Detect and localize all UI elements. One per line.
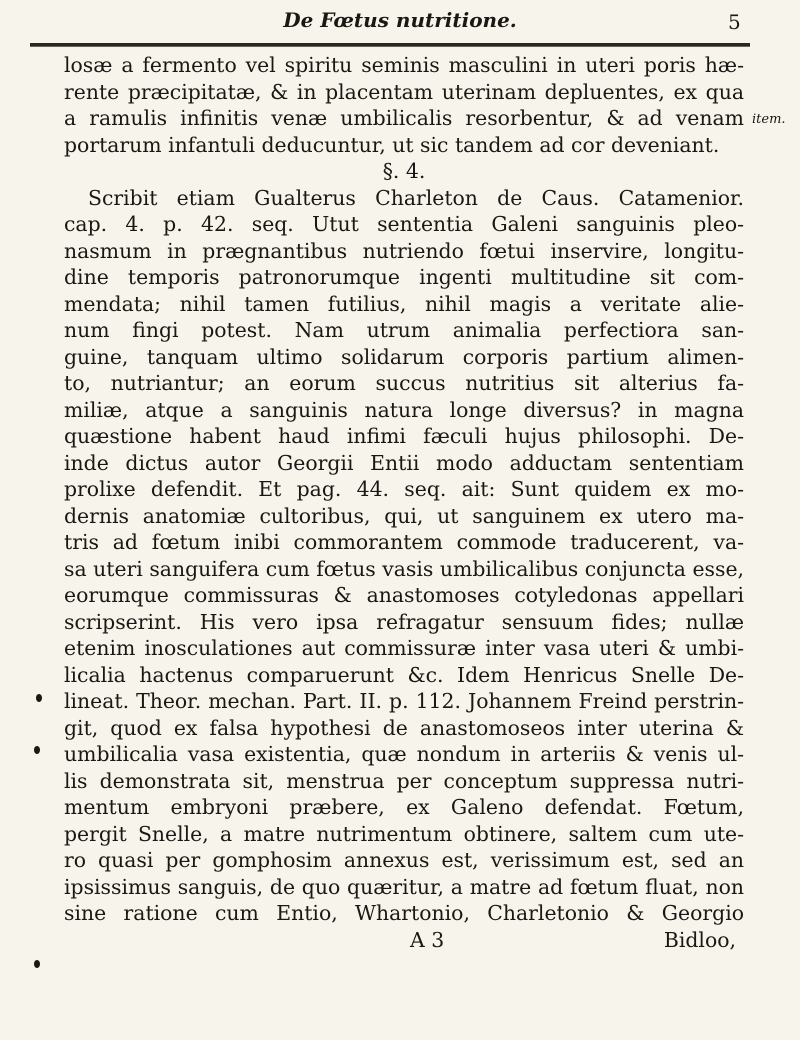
binding-dot — [34, 746, 40, 754]
text-line: losæ a fermento vel spiritu seminis masculini in uteri poris hæ- — [64, 53, 744, 77]
header-rule — [30, 43, 750, 47]
text-line: inde dictus autor Georgii Entii modo adductam sententiam — [64, 450, 744, 475]
text-line: ro quasi per gomphosim annexus est, verissimum est, sed an — [64, 848, 744, 872]
text-line: ipsissimus sanguis, de quo quæritur, a matre ad fœtum fluat, non — [64, 874, 744, 899]
text-line: eorumque commissuras & anastomoses cotyledonas appellari — [64, 583, 744, 607]
signature-mark: A 3 — [410, 927, 445, 952]
running-title: De Fœtus nutritione. — [283, 8, 517, 32]
text-line: miliæ, atque a sanguinis natura longe diversus? in magna — [64, 397, 744, 422]
catchword: Bidloo, — [663, 927, 736, 952]
text-line: num fingi potest. Nam utrum animalia perfectiora san- — [64, 318, 744, 342]
binding-dot — [36, 694, 42, 702]
text-line: etenim inosculationes aut commissuræ inter vasa uteri & umbi- — [64, 636, 744, 660]
text-line: prolixe defendit. Et pag. 44. seq. ait: Sunt quidem ex mo- — [64, 477, 744, 501]
page-footer — [64, 927, 744, 954]
text-line: dernis anatomiæ cultoribus, qui, ut sanguinem ex utero ma- — [64, 503, 744, 528]
text-line: lineat. Theor. mechan. Part. II. p. 112. Johannem Freind perstrin- — [64, 689, 744, 713]
text-line: guine, tanquam ultimo solidarum corporis partium alimen- — [64, 344, 744, 369]
page-number: 5 — [728, 10, 741, 34]
text-line: cap. 4. p. 42. seq. Utut sententia Galeni sanguinis pleo- — [64, 212, 744, 236]
text-line: mentum embryoni præbere, ex Galeno defendat. Fœtum, — [64, 795, 744, 819]
text-line: sa uteri sanguifera cum fœtus vasis umbilicalibus conjuncta esse, — [64, 556, 744, 581]
text-line: licalia hactenus comparuerunt &c. Idem Henricus Snelle De- — [64, 662, 744, 687]
section-mark: §. 4. — [382, 159, 426, 183]
text-line: nasmum in prægnantibus nutriendo fœtui inservire, longitu- — [64, 238, 744, 263]
text-line: sine ratione cum Entio, Whartonio, Charletonio & Georgio — [64, 901, 744, 925]
text-line: lis demonstrata sit, menstrua per conceptum suppressa nutri- — [64, 768, 744, 793]
text-line: tris ad fœtum inibi commorantem commode traducerent, va- — [64, 530, 744, 554]
text-line: rente præcipitatæ, & in placentam uterinam depluentes, ex qua — [64, 79, 744, 104]
text-line: to, nutriantur; an eorum succus nutritius sit alterius fa- — [64, 371, 744, 395]
text-line: scripserint. His vero ipsa refragatur sensuum fides; nullæ — [64, 609, 744, 634]
body-text — [64, 52, 744, 953]
text-line: a ramulis infinitis venæ umbilicalis resorbentur, & ad venam — [64, 106, 744, 130]
text-line: Scribit etiam Gualterus Charleton de Caus. Catamenior. — [88, 185, 744, 210]
binding-dot — [34, 960, 40, 968]
text-line: git, quod ex falsa hypothesi de anastomoseos inter uterina & — [64, 715, 744, 740]
margin-note: item. — [752, 112, 786, 127]
text-line: mendata; nihil tamen futilius, nihil magis a veritate alie- — [64, 291, 744, 316]
text-line: umbilicalia vasa existentia, quæ nondum in arteriis & venis ul- — [64, 742, 744, 766]
text-line: portarum infantuli deducuntur, ut sic tandem ad cor deveniant. — [64, 132, 720, 157]
text-line: quæstione habent haud infimi fæculi hujus philosophi. De- — [64, 424, 744, 448]
text-line: pergit Snelle, a matre nutrimentum obtinere, saltem cum ute- — [64, 821, 744, 846]
text-line: dine temporis patronorumque ingenti multitudine sit com- — [64, 265, 744, 289]
